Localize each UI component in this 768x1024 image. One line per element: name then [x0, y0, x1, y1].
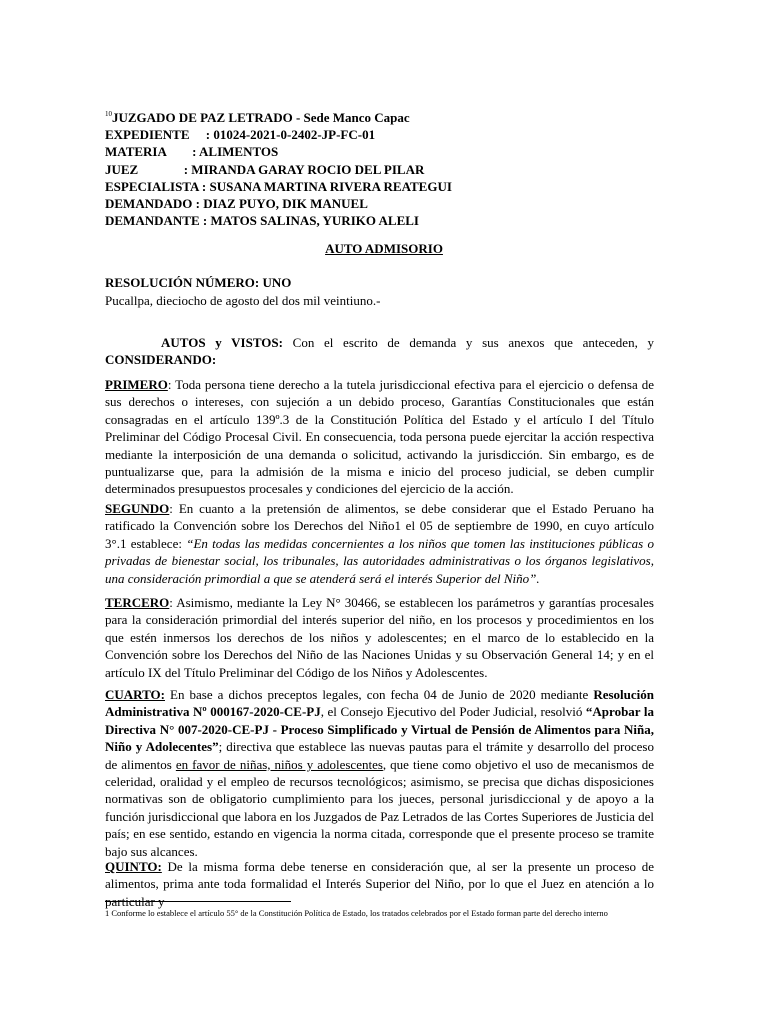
place-date: Pucallpa, dieciocho de agosto del dos mil veintiuno.-	[105, 293, 381, 308]
tercero-text: : Asimismo, mediante la Ley N° 30466, se establecen los parámetros y garantías procesales para la consideración primordial del interés superior del niño, en los procesos y procedimientos en los que estén inmersos los derechos de los niños y adolescentes; en el marco de lo establecido en la Convención sobre los Derechos del Niño de las Naciones Unidas y su Observación General 14; y en el artículo IX del Título Preliminar del Código de los Niños y Adolescentes.	[105, 595, 654, 680]
document-title: AUTO ADMISORIO	[325, 241, 443, 256]
quinto-heading: QUINTO:	[105, 859, 162, 874]
segundo-text: : En cuanto a la pretensión de alimentos, se debe considerar que el Estado Peruano ha ratificado la Convención sobre los Derechos del Niño1 el 05 de septiembre de 1990, en cuyo artículo 3°.1 establece:	[105, 501, 654, 551]
court-line	[105, 106, 452, 126]
footnote-divider	[105, 901, 291, 902]
cuarto-text-1: En base a dichos preceptos legales, con fecha 04 de Junio de 2020 mediante	[164, 687, 594, 702]
juez-line: JUEZ : MIRANDA GARAY ROCIO DEL PILAR	[105, 161, 425, 177]
resolution-number: RESOLUCIÓN NÚMERO: UNO	[105, 275, 292, 290]
quinto-text: De la misma forma debe tenerse en consideración que, al ser la presente un proceso de alimentos, prima ante toda formalidad el Interés Superior del Niño, por lo que el Juez en atención a lo particular y	[105, 859, 654, 909]
considerando-label: CONSIDERANDO:	[105, 352, 217, 368]
especialista-line: ESPECIALISTA : SUSANA MARTINA RIVERA REATEGUI	[105, 178, 452, 194]
cuarto-directive: “Aprobar la Directiva N° 007-2020-CE-PJ - Proceso Simplificado y Virtual de Pensión de Alimentos para Niña, Niño y Adolecentes”	[105, 704, 654, 755]
segundo-paragraph	[105, 500, 654, 587]
cuarto-heading: CUARTO:	[105, 687, 165, 702]
cuarto-resolution-ref: Resolución Administrativa Nº 000167-2020-CE-PJ	[105, 687, 654, 720]
autos-vistos-label: AUTOS y VISTOS:	[161, 335, 283, 350]
materia-line: MATERIA : ALIMENTOS	[105, 144, 279, 160]
cuarto-paragraph	[105, 686, 654, 860]
primero-paragraph	[105, 376, 654, 498]
expediente-line: EXPEDIENTE : 01024-2021-0-2402-JP-FC-01	[105, 127, 376, 143]
footnote-ref: 10	[105, 110, 112, 118]
cuarto-text-4: , que tiene como objetivo el uso de mecanismos de celeridad, oralidad y el empleo de recursos tecnológicos; asimismo, se precisa que dichas disposiciones normativas son de obligatorio cumplimiento para los jueces, personal jurisdiccional y de apoyo a la función jurisdiccional que labora en los Juzgados de Paz Letrados de las Cortes Superiores de Justicia del país; en ese sentido, estando en vigencia la norma citada, corresponde que el presente proceso se tramite bajo sus alcances.	[105, 756, 655, 859]
primero-heading: PRIMERO	[105, 377, 168, 392]
cuarto-underlined: en favor de niñas, niños y adolescentes	[175, 756, 383, 772]
case-header	[105, 106, 452, 229]
court-name: JUZGADO DE PAZ LETRADO - Sede Manco Capac	[112, 110, 410, 125]
autos-vistos-paragraph	[105, 334, 654, 369]
segundo-heading: SEGUNDO	[105, 501, 170, 516]
primero-text: : Toda persona tiene derecho a la tutela jurisdiccional efectiva para el ejercicio o defensa de sus derechos o intereses, con sujeción a un debido proceso, Garantías Constitucionales que están consagradas en el artículo 139º.3 de la Constitución Política del Estado y el artículo I del Título Preliminar del Código Procesal Civil. En consecuencia, toda persona puede ejercitar la acción respectiva mediante la interposición de una demanda o solicitud, activando la jurisdicción. Sin embargo, es de puntualizarse que, para la admisión de la misma e inicio del proceso judicial, se deben cumplir determinados presupuestos procesales y condiciones del ejercicio de la acción.	[105, 377, 654, 497]
demandado-line: DEMANDADO : DIAZ PUYO, DIK MANUEL	[105, 196, 368, 212]
tercero-paragraph	[105, 594, 654, 681]
quinto-paragraph	[105, 858, 654, 910]
segundo-quote: “En todas las medidas concernientes a los niños que tomen las instituciones públicas o privadas de bienestar social, los tribunales, las autoridades administrativas o los órganos legislativos, una consideración primordial a que se atenderá será el interés Superior del Niño”.	[105, 535, 654, 586]
cuarto-text-3: ; directiva que establece las nuevas pautas para el trámite y desarrollo del proceso de alimentos	[105, 739, 654, 772]
tercero-heading: TERCERO	[105, 595, 170, 610]
autos-vistos-text: Con el escrito de demanda y sus anexos que anteceden, y	[282, 335, 654, 350]
demandante-line: DEMANDANTE : MATOS SALINAS, YURIKO ALELI	[105, 213, 419, 229]
cuarto-text-2: , el Consejo Ejecutivo del Poder Judicial, resolvió	[320, 704, 586, 720]
footnote: 1 Conforme lo establece el artículo 55° de la Constitución Política de Estado, los tratados celebrados por el Estado forman parte del derecho interno	[105, 908, 608, 918]
